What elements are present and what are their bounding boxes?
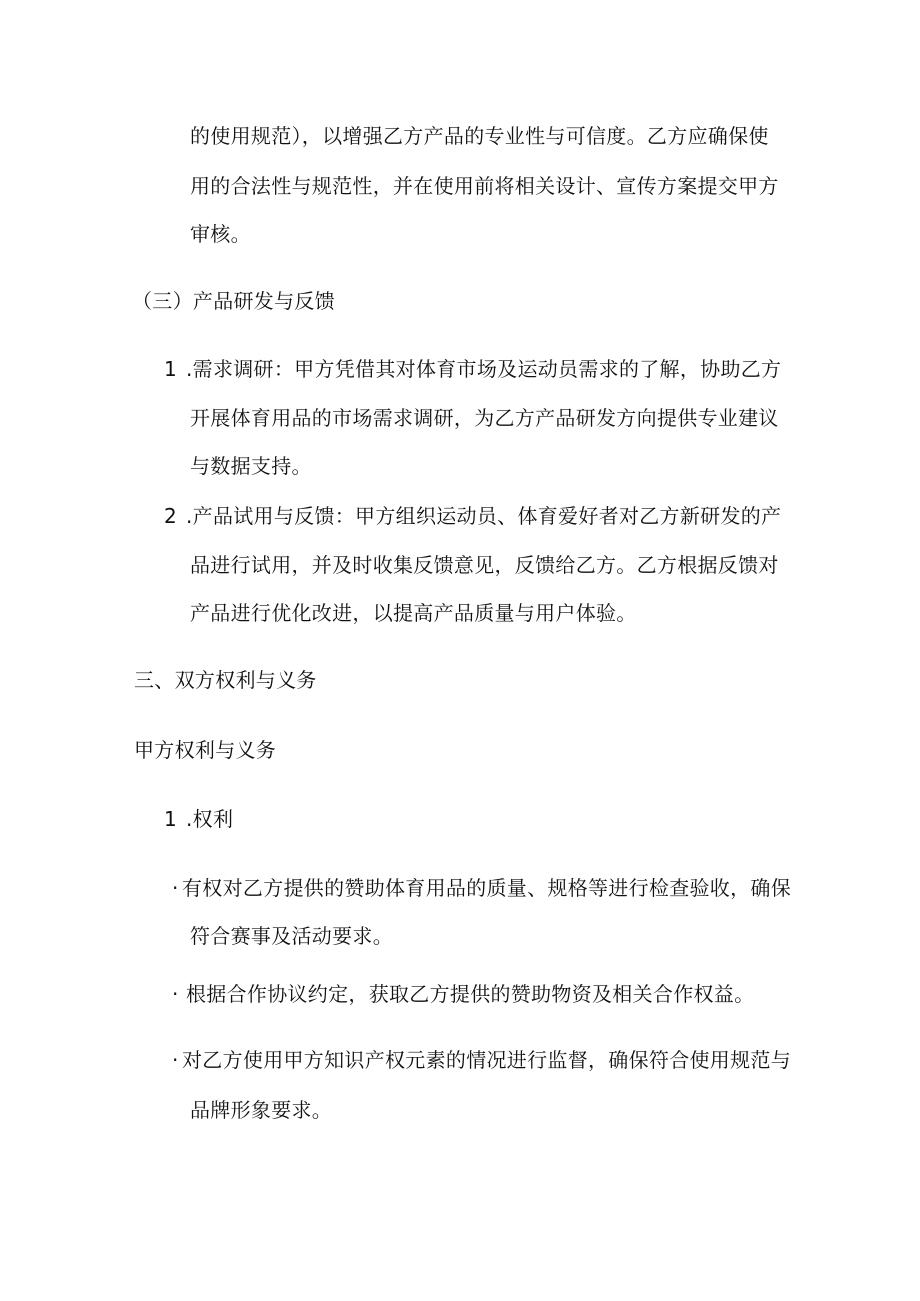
paragraph-line: 的使用规范），以增强乙方产品的专业性与可信度。乙方应确保使 — [190, 124, 769, 148]
bullet-line: 符合赛事及活动要求。 — [190, 924, 393, 948]
bullet-line: 对乙方使用甲方知识产权元素的情况进行监督，确保符合使用规范与 — [182, 1048, 791, 1072]
list-item-line: 品进行试用，并及时收集反馈意见，反馈给乙方。乙方根据反馈对 — [190, 553, 779, 577]
list-item-line: 开展体育用品的市场需求调研，为乙方产品研发方向提供专业建议 — [190, 406, 779, 430]
bullet-mark: · — [172, 876, 179, 900]
list-item-line: 产品进行优化改进，以提高产品质量与用户体验。 — [190, 601, 637, 625]
list-item-line: .产品试用与反馈：甲方组织运动员、体育爱好者对乙方新研发的产 — [186, 504, 782, 528]
bullet-line: 根据合作协议约定，获取乙方提供的赞助物资及相关合作权益。 — [186, 982, 755, 1006]
paragraph-line: 用的合法性与规范性，并在使用前将相关设计、宣传方案提交甲方 — [190, 174, 779, 198]
bullet-mark: · — [172, 982, 179, 1006]
list-item-line: 与数据支持。 — [190, 454, 312, 478]
list-number: 1 — [164, 357, 177, 381]
subsection-heading: 甲方权利与义务 — [134, 738, 277, 762]
list-item-line: .需求调研：甲方凭借其对体育市场及运动员需求的了解，协助乙方 — [186, 357, 782, 381]
rights-label: .权利 — [186, 807, 234, 831]
list-number: 2 — [164, 504, 177, 528]
list-number: 1 — [164, 807, 177, 831]
section-heading: （三）产品研发与反馈 — [132, 289, 335, 313]
bullet-line: 品牌形象要求。 — [190, 1098, 333, 1122]
chapter-heading: 三、双方权利与义务 — [134, 668, 317, 692]
bullet-line: 有权对乙方提供的赞助体育用品的质量、规格等进行检查验收，确保 — [182, 876, 791, 900]
paragraph-line: 审核。 — [190, 222, 251, 246]
bullet-mark: · — [172, 1048, 179, 1072]
